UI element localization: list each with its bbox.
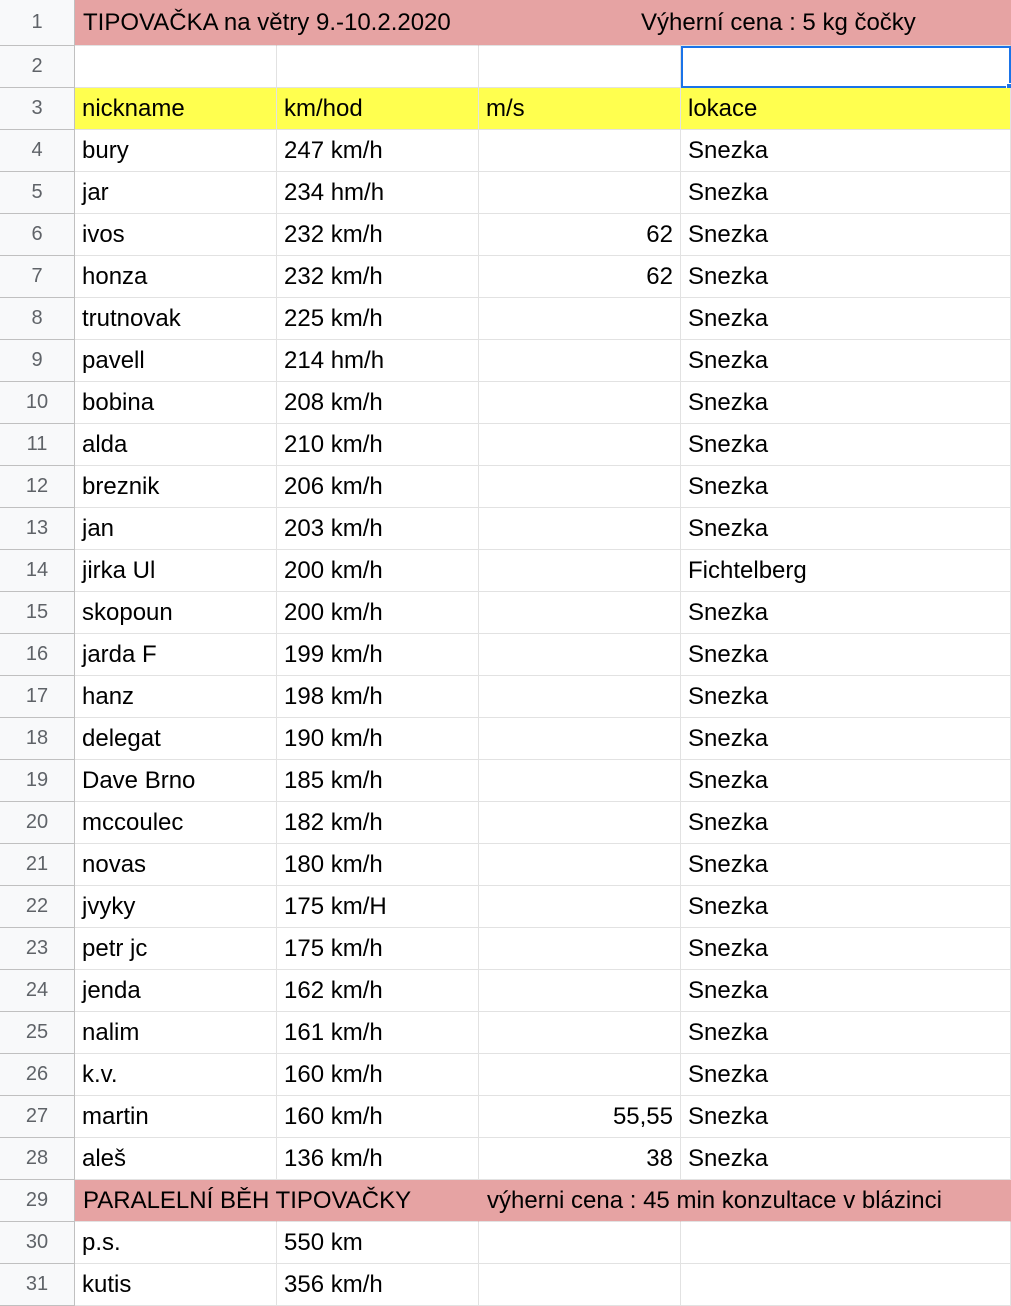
cell-nickname[interactable]: breznik xyxy=(75,466,277,508)
cell-nickname[interactable]: alda xyxy=(75,424,277,466)
row-header[interactable]: 14 xyxy=(0,550,75,592)
cell-ms[interactable] xyxy=(479,928,681,970)
cell-nickname[interactable]: skopoun xyxy=(75,592,277,634)
row-header[interactable]: 25 xyxy=(0,1012,75,1054)
table-row xyxy=(0,508,1011,550)
table-row xyxy=(0,760,1011,802)
cell-nickname[interactable]: martin xyxy=(75,1096,277,1138)
row-header[interactable]: 17 xyxy=(0,676,75,718)
table-row xyxy=(0,844,1011,886)
cell-ms[interactable] xyxy=(479,382,681,424)
table-row xyxy=(0,886,1011,928)
cell-ms[interactable] xyxy=(479,172,681,214)
cell-location[interactable]: Snezka xyxy=(681,718,1011,760)
row-header[interactable]: 26 xyxy=(0,1054,75,1096)
parallel-title: PARALELNÍ BĚH TIPOVAČKY xyxy=(83,1187,412,1214)
table-row xyxy=(0,1012,1011,1054)
cell-ms[interactable]: 62 xyxy=(479,214,681,256)
cell-ms[interactable] xyxy=(479,550,681,592)
cell-nickname[interactable]: bury xyxy=(75,130,277,172)
cell-kmh[interactable]: 162 km/h xyxy=(277,970,479,1012)
row-header[interactable]: 4 xyxy=(0,130,75,172)
cell-location[interactable]: Snezka xyxy=(681,844,1011,886)
sheet-title: TIPOVAČKA na větry 9.-10.2.2020 xyxy=(83,9,451,36)
cell-kmh[interactable]: 200 km/h xyxy=(277,592,479,634)
cell-nickname[interactable]: jarda F xyxy=(75,634,277,676)
table-row xyxy=(0,802,1011,844)
table-row xyxy=(0,1264,1011,1306)
cell-nickname[interactable]: delegat xyxy=(75,718,277,760)
row-header[interactable]: 10 xyxy=(0,382,75,424)
table-row xyxy=(0,382,1011,424)
row-header[interactable]: 3 xyxy=(0,88,75,130)
row-header[interactable]: 11 xyxy=(0,424,75,466)
row-header[interactable]: 23 xyxy=(0,928,75,970)
cell-nickname[interactable]: mccoulec xyxy=(75,802,277,844)
cell-ms[interactable] xyxy=(479,802,681,844)
cell-ms[interactable]: 38 xyxy=(479,1138,681,1180)
cell-nickname[interactable]: bobina xyxy=(75,382,277,424)
row-header[interactable]: 12 xyxy=(0,466,75,508)
cell-location[interactable]: Snezka xyxy=(681,592,1011,634)
cell-kmh[interactable]: 232 km/h xyxy=(277,214,479,256)
cell-ms[interactable] xyxy=(479,298,681,340)
cell-location[interactable]: Snezka xyxy=(681,802,1011,844)
cell-ms[interactable] xyxy=(479,508,681,550)
cell-location[interactable]: Snezka xyxy=(681,466,1011,508)
row-header[interactable]: 21 xyxy=(0,844,75,886)
cell-location[interactable] xyxy=(681,1222,1011,1264)
row-header[interactable]: 31 xyxy=(0,1264,75,1306)
cell[interactable] xyxy=(277,46,479,88)
cell-ms[interactable] xyxy=(479,1264,681,1306)
cell-ms[interactable] xyxy=(479,1222,681,1264)
row-header[interactable]: 30 xyxy=(0,1222,75,1264)
table-row xyxy=(0,928,1011,970)
row-header[interactable]: 1 xyxy=(0,0,75,46)
cell-location[interactable]: Snezka xyxy=(681,130,1011,172)
row-header[interactable]: 19 xyxy=(0,760,75,802)
cell-kmh[interactable]: 247 km/h xyxy=(277,130,479,172)
table-row xyxy=(0,424,1011,466)
table-row xyxy=(0,718,1011,760)
table-row xyxy=(0,214,1011,256)
cell-kmh[interactable]: 200 km/h xyxy=(277,550,479,592)
cell-ms[interactable] xyxy=(479,844,681,886)
row-header[interactable]: 13 xyxy=(0,508,75,550)
cell-location[interactable]: Snezka xyxy=(681,508,1011,550)
cell-location[interactable]: Snezka xyxy=(681,928,1011,970)
cell-ms[interactable] xyxy=(479,718,681,760)
cell-kmh[interactable]: 206 km/h xyxy=(277,466,479,508)
cell-nickname[interactable]: petr jc xyxy=(75,928,277,970)
cell-ms[interactable] xyxy=(479,340,681,382)
row-header[interactable]: 7 xyxy=(0,256,75,298)
cell-location[interactable]: Snezka xyxy=(681,1012,1011,1054)
table-row xyxy=(0,592,1011,634)
cell-location[interactable]: Snezka xyxy=(681,634,1011,676)
cell-location[interactable]: Fichtelberg xyxy=(681,550,1011,592)
row-header[interactable]: 22 xyxy=(0,886,75,928)
cell-nickname[interactable]: novas xyxy=(75,844,277,886)
cell-nickname[interactable]: trutnovak xyxy=(75,298,277,340)
header-cell-ms[interactable]: m/s xyxy=(479,88,681,130)
cell-ms[interactable] xyxy=(479,1012,681,1054)
empty-row xyxy=(0,46,1011,88)
cell-ms[interactable] xyxy=(479,970,681,1012)
header-row xyxy=(0,88,1011,130)
row-header[interactable]: 20 xyxy=(0,802,75,844)
table-row xyxy=(0,550,1011,592)
cell-kmh[interactable]: 208 km/h xyxy=(277,382,479,424)
row-header[interactable]: 28 xyxy=(0,1138,75,1180)
table-row xyxy=(0,256,1011,298)
cell-nickname[interactable]: k.v. xyxy=(75,1054,277,1096)
cell-nickname[interactable]: aleš xyxy=(75,1138,277,1180)
row-header[interactable]: 27 xyxy=(0,1096,75,1138)
cell-kmh[interactable]: 232 km/h xyxy=(277,256,479,298)
cell-kmh[interactable]: 175 km/h xyxy=(277,928,479,970)
cell-nickname[interactable]: jenda xyxy=(75,970,277,1012)
cell-kmh[interactable]: 198 km/h xyxy=(277,676,479,718)
table-row xyxy=(0,970,1011,1012)
row-header[interactable]: 24 xyxy=(0,970,75,1012)
cell-ms[interactable] xyxy=(479,466,681,508)
cell-kmh[interactable]: 234 hm/h xyxy=(277,172,479,214)
cell-nickname[interactable]: ivos xyxy=(75,214,277,256)
cell-ms[interactable] xyxy=(479,760,681,802)
cell-kmh[interactable]: 136 km/h xyxy=(277,1138,479,1180)
row-header[interactable]: 2 xyxy=(0,46,75,88)
cell-location[interactable]: Snezka xyxy=(681,1054,1011,1096)
cell-ms[interactable] xyxy=(479,424,681,466)
cell-ms[interactable]: 55,55 xyxy=(479,1096,681,1138)
cell-kmh[interactable]: 175 km/H xyxy=(277,886,479,928)
row-header[interactable]: 9 xyxy=(0,340,75,382)
cell-location[interactable]: Snezka xyxy=(681,340,1011,382)
cell-ms[interactable] xyxy=(479,634,681,676)
row-header[interactable]: 29 xyxy=(0,1180,75,1222)
cell-kmh[interactable]: 550 km xyxy=(277,1222,479,1264)
table-row xyxy=(0,340,1011,382)
cell-kmh[interactable]: 180 km/h xyxy=(277,844,479,886)
cell-nickname[interactable]: honza xyxy=(75,256,277,298)
cell-nickname[interactable]: hanz xyxy=(75,676,277,718)
cell-nickname[interactable]: kutis xyxy=(75,1264,277,1306)
prize-text: Výherní cena : 5 kg čočky xyxy=(641,9,916,36)
table-row xyxy=(0,1054,1011,1096)
cell-location[interactable]: Snezka xyxy=(681,298,1011,340)
parallel-prize-text: výherni cena : 45 min konzultace v blázinci xyxy=(487,1187,942,1214)
row-header[interactable]: 6 xyxy=(0,214,75,256)
cell-kmh[interactable]: 199 km/h xyxy=(277,634,479,676)
cell-nickname[interactable]: jirka Ul xyxy=(75,550,277,592)
cell-kmh[interactable]: 160 km/h xyxy=(277,1054,479,1096)
cell-nickname[interactable]: p.s. xyxy=(75,1222,277,1264)
cell-location[interactable]: Snezka xyxy=(681,214,1011,256)
cell-kmh[interactable]: 160 km/h xyxy=(277,1096,479,1138)
row-header[interactable]: 18 xyxy=(0,718,75,760)
cell-location[interactable]: Snezka xyxy=(681,1138,1011,1180)
cell-location[interactable]: Snezka xyxy=(681,1096,1011,1138)
cell-nickname[interactable]: pavell xyxy=(75,340,277,382)
cell-location[interactable]: Snezka xyxy=(681,676,1011,718)
table-row xyxy=(0,1096,1011,1138)
cell-location[interactable]: Snezka xyxy=(681,760,1011,802)
cell-kmh[interactable]: 185 km/h xyxy=(277,760,479,802)
selected-cell[interactable] xyxy=(681,46,1011,88)
cell-kmh[interactable]: 161 km/h xyxy=(277,1012,479,1054)
cell-ms[interactable] xyxy=(479,676,681,718)
cell[interactable] xyxy=(479,46,681,88)
cell-location[interactable]: Snezka xyxy=(681,256,1011,298)
cell-location[interactable]: Snezka xyxy=(681,886,1011,928)
header-cell-kmh[interactable]: km/hod xyxy=(277,88,479,130)
table-row xyxy=(0,1222,1011,1264)
row-header[interactable]: 8 xyxy=(0,298,75,340)
cell-nickname[interactable]: Dave Brno xyxy=(75,760,277,802)
table-row xyxy=(0,130,1011,172)
cell-nickname[interactable]: nalim xyxy=(75,1012,277,1054)
table-row xyxy=(0,172,1011,214)
table-row xyxy=(0,676,1011,718)
table-row xyxy=(0,298,1011,340)
cell[interactable] xyxy=(75,46,277,88)
cell-nickname[interactable]: jvyky xyxy=(75,886,277,928)
row-header[interactable]: 16 xyxy=(0,634,75,676)
cell-location[interactable]: Snezka xyxy=(681,970,1011,1012)
cell-kmh[interactable]: 210 km/h xyxy=(277,424,479,466)
cell-location[interactable]: Snezka xyxy=(681,172,1011,214)
table-row xyxy=(0,1138,1011,1180)
cell-location[interactable]: Snezka xyxy=(681,382,1011,424)
cell-kmh[interactable]: 225 km/h xyxy=(277,298,479,340)
row-header[interactable]: 15 xyxy=(0,592,75,634)
table-row xyxy=(0,466,1011,508)
cell-location[interactable] xyxy=(681,1264,1011,1306)
cell-nickname[interactable]: jar xyxy=(75,172,277,214)
row-header[interactable]: 5 xyxy=(0,172,75,214)
cell-kmh[interactable]: 182 km/h xyxy=(277,802,479,844)
cell-kmh[interactable]: 203 km/h xyxy=(277,508,479,550)
header-cell-location[interactable]: lokace xyxy=(681,88,1011,130)
cell-ms[interactable] xyxy=(479,1054,681,1096)
cell-ms[interactable]: 62 xyxy=(479,256,681,298)
cell-ms[interactable] xyxy=(479,886,681,928)
cell-ms[interactable] xyxy=(479,130,681,172)
cell-location[interactable]: Snezka xyxy=(681,424,1011,466)
table-row xyxy=(0,634,1011,676)
header-cell-nickname[interactable]: nickname xyxy=(75,88,277,130)
cell-kmh[interactable]: 214 hm/h xyxy=(277,340,479,382)
cell-kmh[interactable]: 356 km/h xyxy=(277,1264,479,1306)
cell-nickname[interactable]: jan xyxy=(75,508,277,550)
parallel-title-row xyxy=(0,1180,1011,1222)
title-row xyxy=(0,0,1011,46)
cell-kmh[interactable]: 190 km/h xyxy=(277,718,479,760)
cell-ms[interactable] xyxy=(479,592,681,634)
